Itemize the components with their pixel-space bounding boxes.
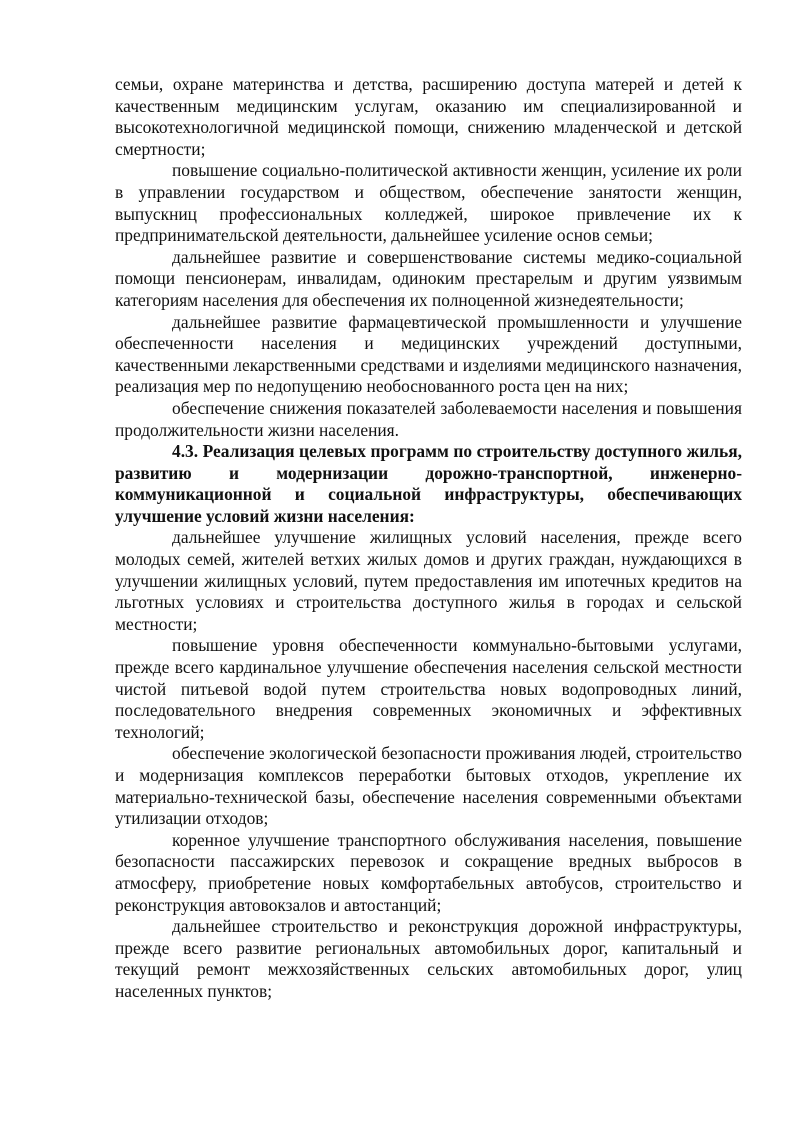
paragraph-housing-conditions: дальнейшее улучшение жилищных условий населения, прежде всего молодых семей, жителей ветхих жилых домов и других граждан, нуждающихся в улучшении жилищных условий, путем предоставления им ипотечных кредитов на льготных условиях и строительства доступного жилья в городах и сельской местности; (115, 527, 742, 634)
paragraph-morbidity-reduction: обеспечение снижения показателей заболеваемости населения и повышения продолжительности жизни населения. (115, 397, 742, 440)
paragraph-utility-services: повышение уровня обеспеченности коммунально-бытовыми услугами, прежде всего кардинальное улучшение обеспечения населения сельской местности чистой питьевой водой путем строительства новых водопроводных линий, последовательного внедрения современных экономичных и эффективных технологий; (115, 635, 742, 742)
paragraph-pharmaceutical-industry: дальнейшее развитие фармацевтической промышленности и улучшение обеспеченности населения и медицинских учреждений доступными, качественными лекарственными средствами и изделиями медицинского назначения, реализация мер по недопущению необоснованного роста цен на них; (115, 311, 742, 397)
paragraph-ecological-safety: обеспечение экологической безопасности проживания людей, строительство и модернизация комплексов переработки бытовых отходов, укрепление их материально-технической базы, обеспечение населения современными объектами утилизации отходов; (115, 743, 742, 829)
paragraph-transport-service: коренное улучшение транспортного обслуживания населения, повышение безопасности пассажирских перевозок и сокращение вредных выбросов в атмосферу, приобретение новых комфортабельных автобусов, строительство и реконструкция автовокзалов и автостанций; (115, 829, 742, 915)
section-heading-4-3: 4.3. Реализация целевых программ по строительству доступного жилья, развитию и модернизации дорожно-транспортной, инженерно-коммуникационной и социальной инфраструктуры, обеспечивающих улучшение условий жизни населения: (115, 441, 742, 526)
paragraph-social-assistance: дальнейшее развитие и совершенствование системы медико-социальной помощи пенсионерам, инвалидам, одиноким престарелым и другим уязвимым категориям населения для обеспечения их полноценной жизнедеятельности; (115, 246, 742, 310)
paragraph-maternity-healthcare: семьи, охране материнства и детства, расширению доступа матерей и детей к качественным медицинским услугам, оказанию им специализированной и высокотехнологичной медицинской помощи, снижению младенческой и детской смертности; (115, 74, 742, 159)
paragraph-road-infrastructure: дальнейшее строительство и реконструкция дорожной инфраструктуры, прежде всего развитие региональных автомобильных дорог, капитальный и текущий ремонт межхозяйственных сельских автомобильных дорог, улиц населенных пунктов; (115, 916, 742, 1001)
document-page (115, 74, 742, 1003)
paragraph-women-activity: повышение социально-политической активности женщин, усиление их роли в управлении государством и обществом, обеспечение занятости женщин, выпускниц профессиональных колледжей, широкое привлечение их к предпринимательской деятельности, дальнейшее усиление основ семьи; (115, 160, 742, 246)
